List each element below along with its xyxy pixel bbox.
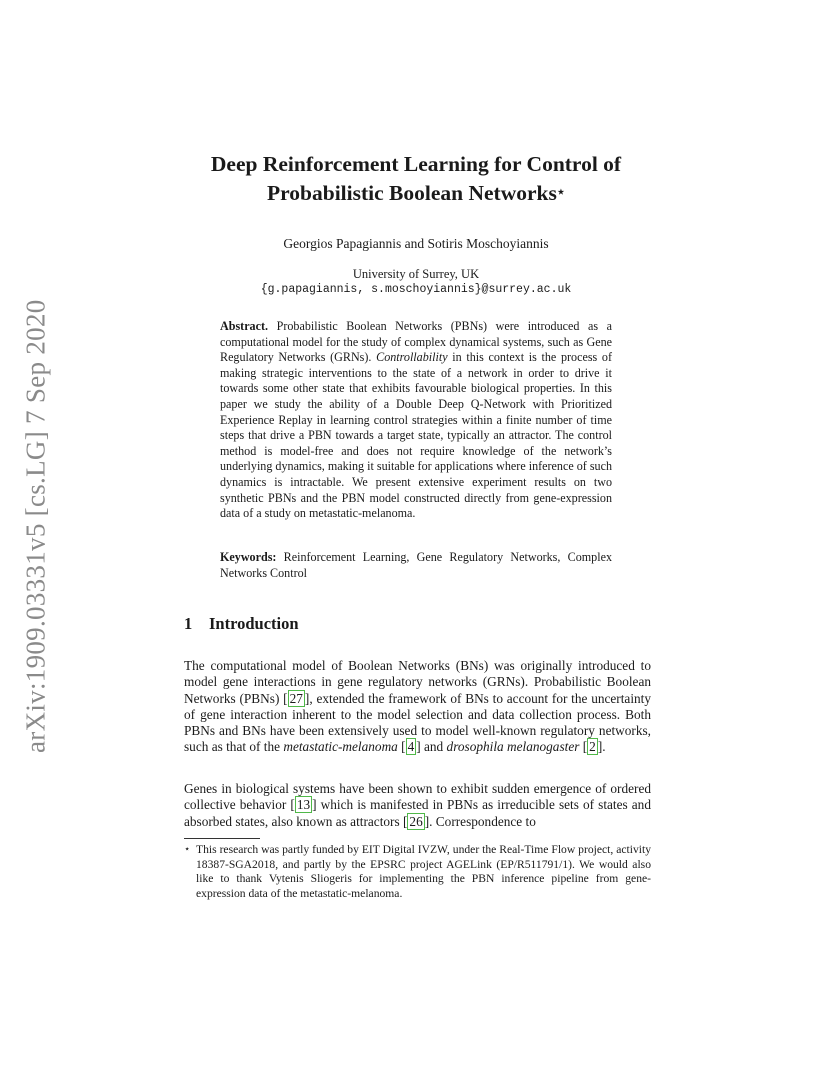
paper-title [150,150,682,208]
arxiv-identifier: arXiv:1909.03331v5 [cs.LG] 7 Sep 2020 [20,299,51,753]
author-emails: {g.papagiannis, s.moschoyiannis}@surrey.ac.uk [260,283,572,296]
citation-link[interactable]: 13 [296,797,311,813]
section-title: Introduction [209,614,299,633]
abstract-text: in this context is the process of making strategic interventions to the state of a network in order to drive it towards some other state that exhibits favourable biological properties. In this paper we study the ability of a Double Deep Q-Network with Prioritized Experience Replay in learning control strategies within a finite number of time steps that drive a PBN towards a target state, typically an attractor. The control method is model-free and does not require knowledge of the network’s underlying dynamics, making it suitable for applications where inference of such dynamics is intractable. We present extensive experiment results on two synthetic PBNs and the PBN model constructed directly from gene-expression data of a study on metastatic-melanoma. [220,350,612,521]
citation-link[interactable]: 27 [289,690,303,706]
footnote-mark: ⋆ [184,844,191,855]
footnote-text: This research was partly funded by EIT Digital IVZW, under the Real-Time Flow project, activity 18387-SGA2018, and partly by the EPSRC project AGELink (EP/R511791/1). We would also like to thank Vytenis Sliogeris for implementing the PBN inference pipeline from gene-expression data of the metastatic-melanoma. [196,843,651,900]
intro-paragraph-2: Genes in biological systems have been shown to exhibit sudden emergence of ordered collective behavior [ 13 ] which is manifested in PBNs as irreducible sets of states and absorbed states, also known as attractors [ 26 ]. Correspondence to [184,781,651,829]
abstract-emphasis: Controllability [376,350,448,365]
keywords-label: Keywords: [220,550,277,564]
footnote-divider [184,838,260,839]
title-line-2: Probabilistic Boolean Networks⋆ [267,181,565,205]
citation-link[interactable]: 4 [407,739,415,755]
intro-paragraph-1: The computational model of Boolean Networks (BNs) was originally introduced to model gene interactions in gene regulatory networks (GRNs). Probabilistic Boolean Networks (PBNs) [ 27 ], extended the framework of BNs to account for the uncertainty of gene interaction inherent to the model selection and data collection process. Both PBNs and BNs have been extensively used to model well-known regulatory networks, such as that of the metastatic-melanoma [ 4 ] and drosophila melanogaster [ 2 ]. [184,658,652,755]
section-heading-introduction [184,614,299,634]
emphasis: metastatic-melanoma [283,739,398,755]
citation-link[interactable]: 26 [409,813,423,829]
keywords-text: Reinforcement Learning, Gene Regulatory Networks, Complex Networks Control [220,550,612,580]
citation-link[interactable]: 2 [589,739,596,755]
abstract [220,319,612,522]
footnote [184,843,651,901]
title-line-1: Deep Reinforcement Learning for Control of [210,152,622,176]
section-number: 1 [184,614,193,633]
abstract-label: Abstract. [220,319,269,333]
title-footnote-mark: ⋆ [556,184,565,199]
affiliation-block [150,266,682,298]
abstract-text: Probabilistic Boolean Networks (PBNs) were introduced as a computational model for the study of complex dynamical systems, such as Gene Regulatory Networks (GRNs). [220,319,612,365]
affiliation: University of Surrey, UK [352,267,480,281]
keywords [220,550,612,581]
emphasis: drosophila melanogaster [446,739,580,755]
author-list: Georgios Papagiannis and Sotiris Moschoyiannis [283,236,549,251]
